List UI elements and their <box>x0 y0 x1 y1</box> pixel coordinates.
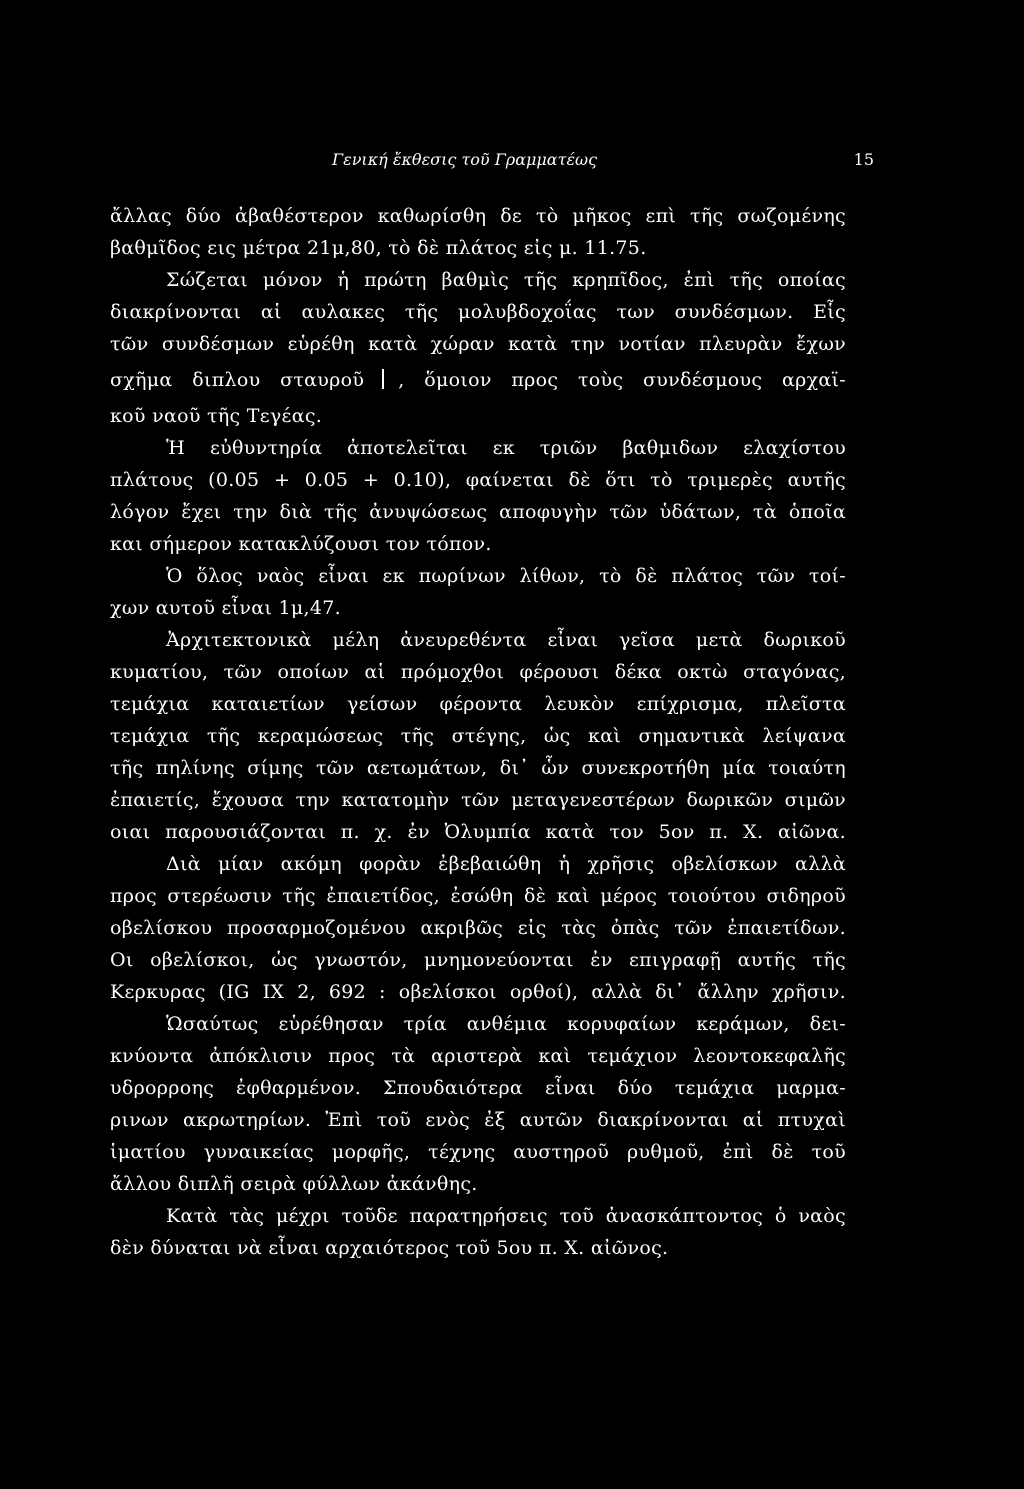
page-number: 15 <box>853 150 874 169</box>
text-line: τῶν συνδέσμων εὑρέθη κατὰ χώραν κατὰ την νοτίαν πλευρὰν ἔχων <box>110 333 846 355</box>
body-text <box>110 200 846 1264</box>
text-line: Ὁ ὅλος ναὸς εἶναι εκ πωρίνων λίθων, τὸ δὲ πλάτος τῶν τοί- <box>166 565 846 587</box>
text-line: διακρίνονται αἱ αυλακες τῆς μολυβδοχοΐας των συνδέσμων. Εἷς <box>110 301 846 323</box>
text-line: κνύοντα ἀπόκλισιν προς τὰ αριστερὰ καὶ τεμάχιον λεοντοκεφαλῆς <box>110 1045 846 1067</box>
text-line: κυματίου, τῶν οποίων αἱ πρόμοχθοι φέρουσι δέκα οκτὼ σταγόνας, <box>110 661 846 683</box>
text-line: πλάτους (0.05 + 0.05 + 0.10), φαίνεται δὲ ὅτι τὸ τριμερὲς αυτῆς <box>110 469 846 491</box>
text-line: Σώζεται μόνον ἡ πρώτη βαθμὶς τῆς κρηπῖδος, ἐπὶ τῆς οποίας <box>166 269 846 291</box>
text-segment: , ὅμοιον προς τοὺς συνδέσμους αρχαϊ- <box>398 369 846 391</box>
text-line: οβελίσκου προσαρμοζομένου ακριβῶς εἰς τὰς ὀπὰς τῶν ἐπαιετίδων. <box>110 917 846 939</box>
text-line: Κατὰ τὰς μέχρι τοῦδε παρατηρήσεις τοῦ ἀνασκάπτοντος ὁ ναὸς <box>166 1205 846 1227</box>
text-line: ἐπαιετίς, ἔχουσα την κατατομὴν τῶν μεταγενεστέρων δωρικῶν σιμῶν <box>110 789 846 811</box>
text-line: Διὰ μίαν ακόμη φορὰν ἐβεβαιώθη ἡ χρῆσις οβελίσκων αλλὰ <box>166 853 846 875</box>
text-line: υδρορροης ἐφθαρμένον. Σπουδαιότερα εἶναι δύο τεμάχια μαρμα- <box>110 1077 846 1099</box>
text-line <box>110 360 846 400</box>
text-line: οιαι παρουσιάζονται π. χ. ἐν Ὀλυμπία κατὰ τον 5ον π. Χ. αἰῶνα. <box>110 821 846 843</box>
text-line: χων αυτοῦ εἶναι 1μ,47. <box>110 597 341 619</box>
text-line: ρινων ακρωτηρίων. Ἐπὶ τοῦ ενὸς ἐξ αυτῶν διακρίνονται αἱ πτυχαὶ <box>110 1109 846 1131</box>
text-line: κοῦ ναοῦ τῆς Τεγέας. <box>110 405 323 427</box>
double-cross-mark-icon <box>382 369 384 389</box>
text-line: λόγον ἔχει την διὰ τῆς ἀνυψώσεως αποφυγὴν τῶν ὑδάτων, τὰ ὁποῖα <box>110 501 846 523</box>
text-segment: σχῆμα διπλου σταυροῦ <box>110 369 365 391</box>
text-line: Ἀρχιτεκτονικὰ μέλη ἀνευρεθέντα εἶναι γεῖσα μετὰ δωρικοῦ <box>166 629 846 651</box>
text-line: Οι οβελίσκοι, ὡς γνωστόν, μνημονεύονται ἐν επιγραφῇ αυτῆς τῆς <box>110 949 846 971</box>
running-title: Γενική ἔκθεσις τοῦ Γραμματέως <box>332 150 598 169</box>
text-line: Ὡσαύτως εὑρέθησαν τρία ανθέμια κορυφαίων κεράμων, δει- <box>166 1013 846 1035</box>
page-header <box>110 150 874 172</box>
text-line: ἱματίου γυναικείας μορφῆς, τέχνης αυστηροῦ ρυθμοῦ, ἐπὶ δὲ τοῦ <box>110 1141 846 1163</box>
text-line: ἄλλας δύο ἀβαθέστερον καθωρίσθη δε τὸ μῆκος επὶ τῆς σωζομένης <box>110 205 846 227</box>
text-line: βαθμῖδος εις μέτρα 21μ,80, τὸ δὲ πλάτος εἰς μ. 11.75. <box>110 237 647 259</box>
text-line: τεμάχια καταιετίων γείσων φέροντα λευκὸν επίχρισμα, πλεῖστα <box>110 693 846 715</box>
text-line: Ἡ εὐθυντηρία ἀποτελεῖται εκ τριῶν βαθμιδων ελαχίστου <box>166 437 846 459</box>
text-line: και σήμερον κατακλύζουσι τον τόπον. <box>110 533 492 555</box>
text-line: Κερκυρας (IG IX 2, 692 : οβελίσκοι ορθοί), αλλὰ δι᾽ ἄλλην χρῆσιν. <box>110 981 846 1003</box>
text-line: τῆς πηλίνης σίμης τῶν αετωμάτων, δι᾽ ὧν συνεκροτήθη μία τοιαύτη <box>110 757 846 779</box>
text-line: προς στερέωσιν τῆς ἐπαιετίδος, ἐσώθη δὲ καὶ μέρος τοιούτου σιδηροῦ <box>110 885 846 907</box>
text-line: ἄλλου διπλῆ σειρὰ φύλλων ἀκάνθης. <box>110 1173 478 1195</box>
text-line: δὲν δύναται νὰ εἶναι αρχαιότερος τοῦ 5ου π. Χ. αἰῶνος. <box>110 1237 669 1259</box>
text-line: τεμάχια τῆς κεραμώσεως τῆς στέγης, ὡς καὶ σημαντικὰ λείψανα <box>110 725 846 747</box>
